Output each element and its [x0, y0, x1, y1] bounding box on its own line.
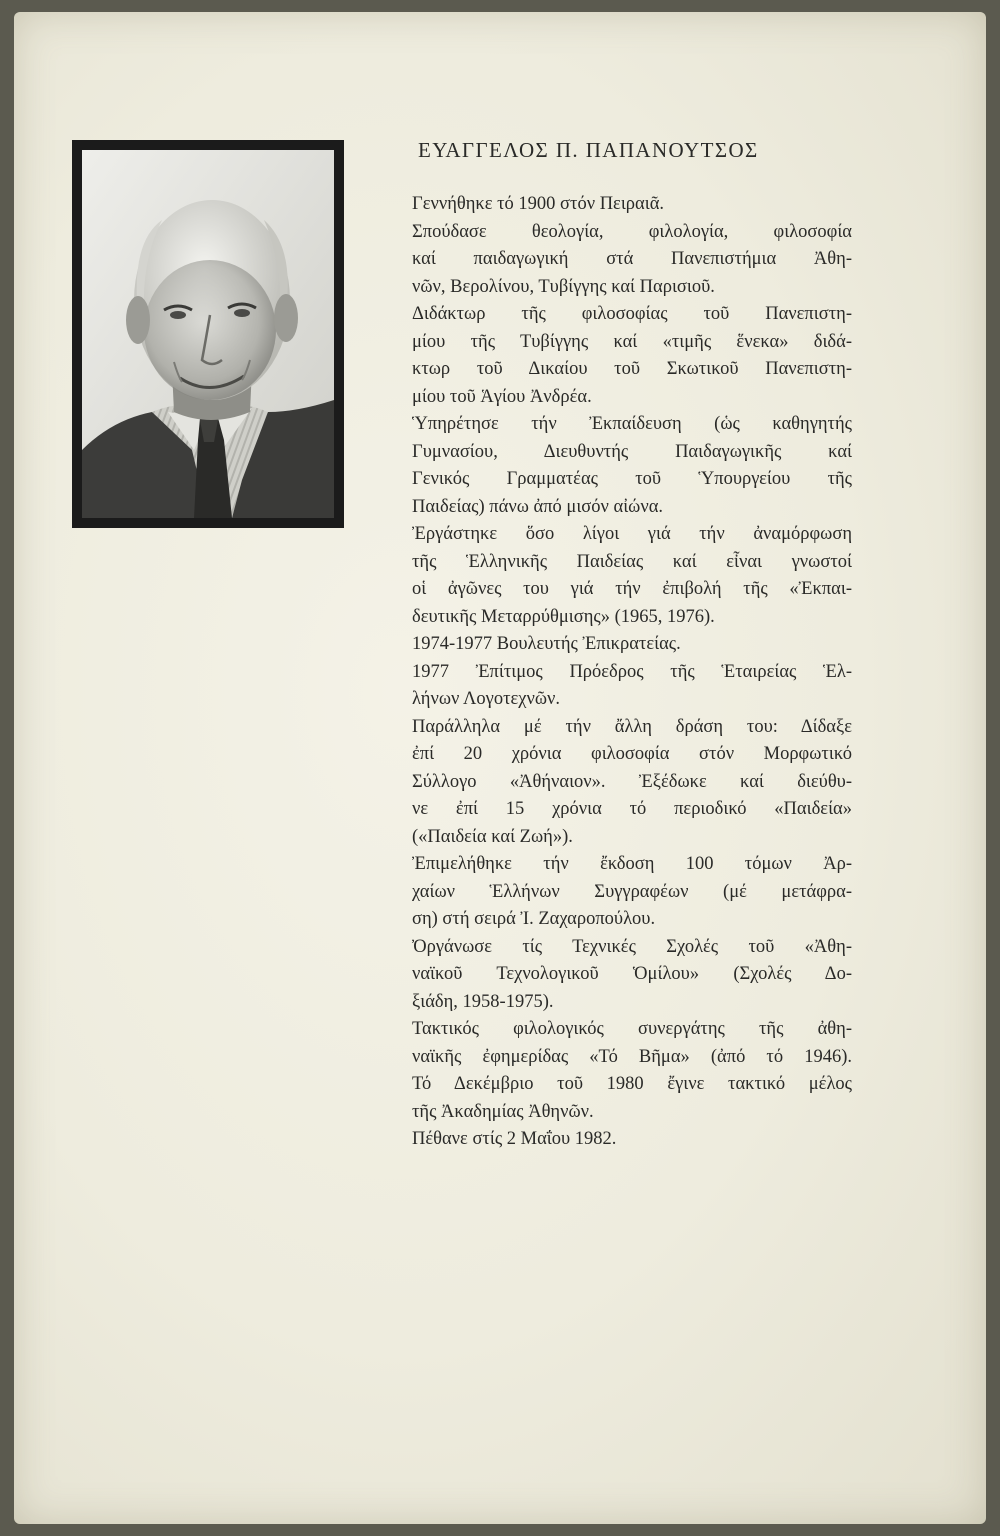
- biography-line: Γεννήθηκε τό 1900 στόν Πειραιᾶ.: [412, 194, 665, 214]
- biography-line: Γυμνασίου, Διευθυντής Παιδαγωγικῆς καί: [412, 441, 852, 462]
- biography-line: («Παιδεία καί Ζωή»).: [412, 826, 573, 847]
- biography-line: χαίων Ἑλλήνων Συγγραφέων (μέ μετάφρα-: [412, 881, 852, 902]
- biography-line: 1977 Ἐπίτιμος Πρόεδρος τῆς Ἑταιρείας Ἑλ-: [412, 661, 852, 682]
- biography-body: [412, 191, 852, 1154]
- biography-line: Διδάκτωρ τῆς φιλοσοφίας τοῦ Πανεπιστη-: [412, 304, 852, 324]
- biography-line: καί παιδαγωγική στά Πανεπιστήμια Ἀθη-: [412, 249, 852, 269]
- biography-text: [412, 138, 852, 1154]
- biography-line: τῆς Ἀκαδημίας Ἀθηνῶν.: [412, 1101, 594, 1122]
- biography-line: ἐπί 20 χρόνια φιλοσοφία στόν Μορφωτικό: [412, 744, 852, 764]
- biography-line: Ἐργάστηκε ὅσο λίγοι γιά τήν ἀναμόρφωση: [412, 524, 852, 544]
- biography-line: μίου τοῦ Ἁγίου Ἀνδρέα.: [412, 386, 592, 407]
- biography-line: Παράλληλα μέ τήν ἄλλη δράση του: Δίδαξε: [412, 716, 852, 737]
- biography-line: ση) στή σειρά Ἰ. Ζαχαροπούλου.: [412, 909, 656, 929]
- biography-line: ναϊκοῦ Τεχνολογικοῦ Ὁμίλου» (Σχολές Δο-: [412, 964, 852, 984]
- biography-line: Παιδείας) πάνω ἀπό μισόν αἰώνα.: [412, 496, 664, 517]
- biography-line: Γενικός Γραμματέας τοῦ Ὑπουργείου τῆς: [412, 469, 852, 489]
- biography-line: οἱ ἀγῶνες του γιά τήν ἐπιβολή τῆς «Ἐκπαι-: [412, 579, 852, 599]
- biography-line: λήνων Λογοτεχνῶν.: [412, 689, 561, 709]
- biography-line: Τό Δεκέμβριο τοῦ 1980 ἔγινε τακτικό μέλος: [412, 1074, 852, 1094]
- biography-line: μίου τῆς Τυβίγγης καί «τιμῆς ἕνεκα» διδά-: [412, 331, 852, 352]
- biography-line: ναϊκῆς ἐφημερίδας «Τό Βῆμα» (ἀπό τό 1946).: [412, 1046, 852, 1067]
- biography-line: Ἐπιμελήθηκε τήν ἔκδοση 100 τόμων Ἀρ-: [412, 854, 852, 874]
- biography-line: νε ἐπί 15 χρόνια τό περιοδικό «Παιδεία»: [412, 799, 852, 819]
- biography-line: Σπούδασε θεολογία, φιλολογία, φιλοσοφία: [412, 221, 852, 242]
- biography-line: Σύλλογο «Ἀθήναιον». Ἐξέδωκε καί διεύθυ-: [412, 771, 852, 792]
- biography-line: νῶν, Βερολίνου, Τυβίγγης καί Παρισιοῦ.: [412, 276, 715, 297]
- author-name: ΕΥΑΓΓΕΛΟΣ Π. ΠΑΠΑΝΟΥΤΣΟΣ: [418, 138, 759, 162]
- author-portrait-photo: [82, 150, 334, 518]
- biography-line: Πέθανε στίς 2 Μαΐου 1982.: [412, 1129, 617, 1149]
- biography-line: κτωρ τοῦ Δικαίου τοῦ Σκωτικοῦ Πανεπιστη-: [412, 359, 852, 379]
- biography-line: Ὀργάνωσε τίς Τεχνικές Σχολές τοῦ «Ἀθη-: [412, 936, 852, 957]
- biography-line: 1974-1977 Βουλευτής Ἐπικρατείας.: [412, 634, 681, 654]
- biography-line: Ὑπηρέτησε τήν Ἐκπαίδευση (ὡς καθηγητής: [412, 414, 852, 434]
- biography-line: ξιάδη, 1958-1975).: [412, 991, 554, 1012]
- biography-line: Τακτικός φιλολογικός συνεργάτης τῆς ἀθη-: [412, 1019, 852, 1039]
- biography-line: τῆς Ἑλληνικῆς Παιδείας καί εἶναι γνωστοί: [412, 551, 852, 572]
- biography-line: δευτικῆς Μεταρρύθμισης» (1965, 1976).: [412, 606, 715, 627]
